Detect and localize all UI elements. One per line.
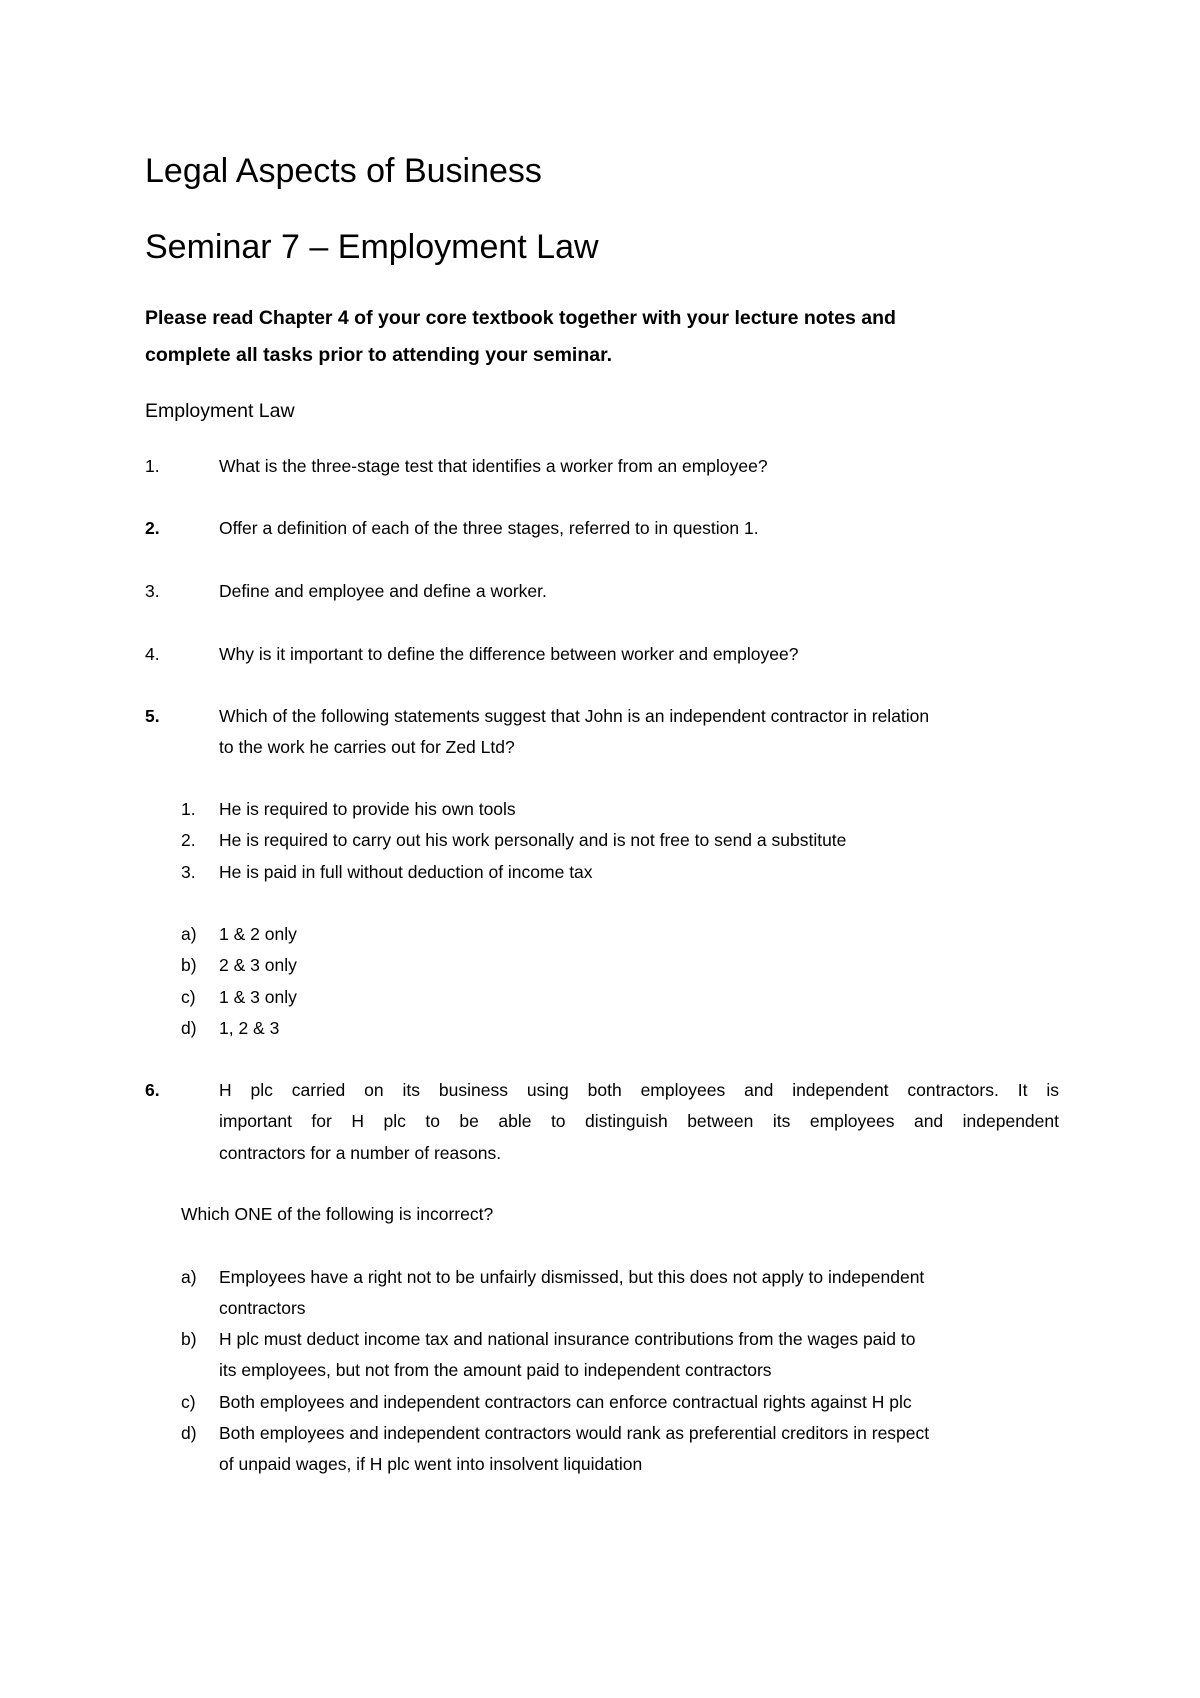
question-text: Why is it important to define the difference between worker and employee? [219,644,799,664]
option-text: Employees have a right not to be unfairly dismissed, but this does not apply to independent [219,1267,925,1287]
option-text: 1 & 3 only [219,987,297,1007]
document-title: Legal Aspects of Business [145,152,542,190]
question-text: to the work he carries out for Zed Ltd? [219,737,515,757]
statement-text: He is required to provide his own tools [219,799,516,819]
statement-text: He is paid in full without deduction of income tax [219,862,593,882]
option-text: contractors [219,1298,306,1318]
option-text: H plc must deduct income tax and national insurance contributions from the wages paid to [219,1329,916,1349]
option-letter: c) [181,1392,196,1412]
question-text: Which of the following statements suggest that John is an independent contractor in relation [219,706,930,726]
option-text: of unpaid wages, if H plc went into insolvent liquidation [219,1454,643,1474]
option-text: Both employees and independent contractors can enforce contractual rights against H plc [219,1392,912,1412]
option-text: 1, 2 & 3 [219,1018,280,1038]
question-text: important for H plc to be able to distinguish between its employees and independent [219,1111,1059,1131]
question-number: 6. [145,1080,160,1100]
statement-number: 2. [181,830,196,850]
option-text: 2 & 3 only [219,955,297,975]
option-letter: c) [181,987,196,1007]
question-text: Define and employee and define a worker. [219,581,547,601]
statement-number: 3. [181,862,196,882]
option-letter: b) [181,1329,197,1349]
statement-number: 1. [181,799,196,819]
option-letter: a) [181,1267,197,1287]
question-number: 2. [145,518,160,538]
question-text: Offer a definition of each of the three stages, referred to in question 1. [219,518,759,538]
option-letter: a) [181,924,197,944]
section-title: Employment Law [145,400,295,422]
intro-line-2: complete all tasks prior to attending your seminar. [145,344,613,366]
option-text: Both employees and independent contractors would rank as preferential creditors in respect [219,1423,930,1443]
statement-text: He is required to carry out his work personally and is not free to send a substitute [219,830,847,850]
option-letter: b) [181,955,197,975]
question-prompt: Which ONE of the following is incorrect? [181,1204,494,1224]
question-number: 3. [145,581,160,601]
option-letter: d) [181,1423,197,1443]
question-text: What is the three-stage test that identifies a worker from an employee? [219,456,768,476]
document-subtitle: Seminar 7 – Employment Law [145,228,599,266]
intro-line-1: Please read Chapter 4 of your core textbook together with your lecture notes and [145,307,896,329]
option-text: its employees, but not from the amount paid to independent contractors [219,1360,772,1380]
question-number: 4. [145,644,160,664]
question-text: contractors for a number of reasons. [219,1143,502,1163]
option-text: 1 & 2 only [219,924,297,944]
option-letter: d) [181,1018,197,1038]
question-text: H plc carried on its business using both employees and independent contractors. It is [219,1080,1059,1100]
question-number: 5. [145,706,160,726]
question-number: 1. [145,456,160,476]
